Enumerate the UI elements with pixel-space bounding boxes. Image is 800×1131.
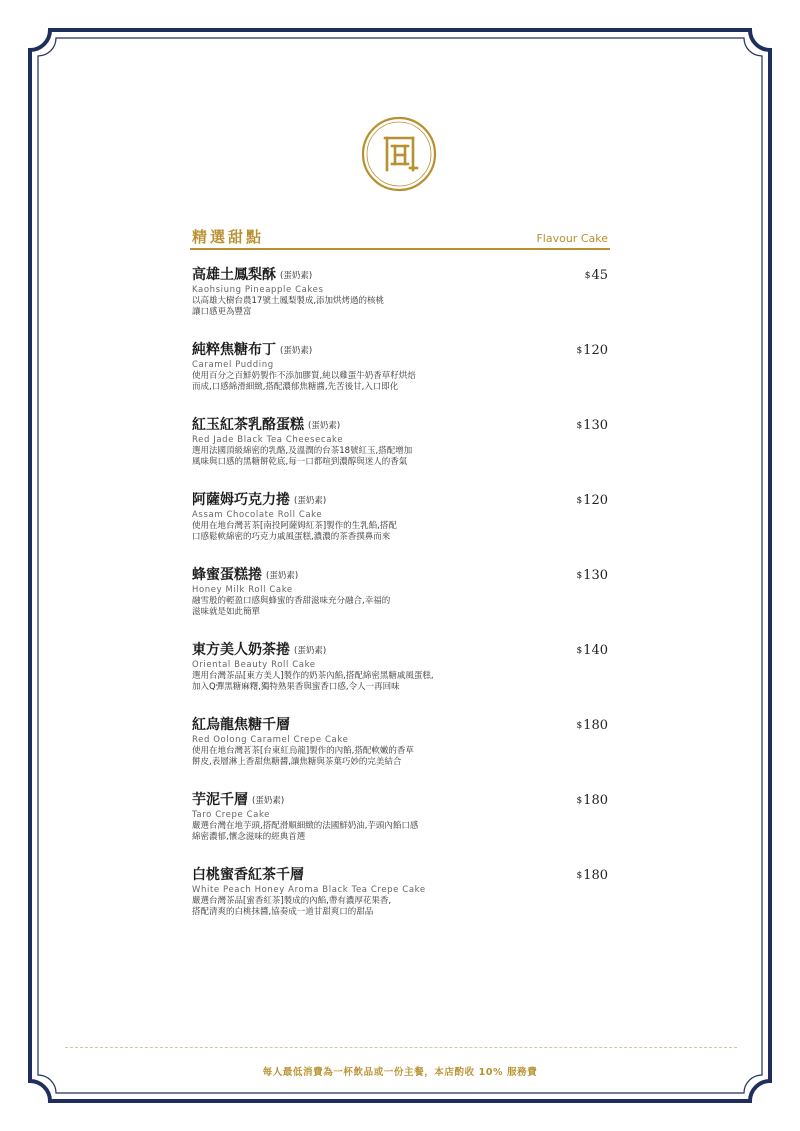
- item-price: $180: [576, 793, 608, 808]
- item-name-zh: 高雄土鳳梨酥 (蛋奶素): [192, 267, 313, 283]
- section-title-en: Flavour Cake: [536, 232, 608, 245]
- item-name-zh: 芋泥千層 (蛋奶素): [192, 792, 285, 808]
- item-name-en: Caramel Pudding: [192, 360, 274, 370]
- section-header: [190, 226, 610, 246]
- item-name-en: Red Jade Black Tea Cheesecake: [192, 435, 344, 445]
- item-description: 選用台灣茶品[東方美人]製作的奶茶內餡,搭配綿密黑糖戚風蛋糕, 加入Q彈黑糖麻糬,獨特熟果香與蜜香口感,令人一再回味: [192, 671, 434, 692]
- item-name-zh: 純粹焦糖布丁 (蛋奶素): [192, 342, 313, 358]
- item-price: $120: [576, 343, 608, 358]
- menu-item: [192, 491, 610, 566]
- menu-item: [192, 341, 610, 416]
- menu-item: [192, 866, 610, 941]
- item-description: 使用在地台灣茗茶[南投阿薩姆紅茶]製作的生乳餡,搭配 口感鬆軟綿密的巧克力戚風蛋糕,濃濃的茶香撲鼻而來: [192, 521, 397, 542]
- menu-item: [192, 266, 610, 341]
- menu-item: [192, 566, 610, 641]
- menu-item: [192, 641, 610, 716]
- item-name-en: Honey Milk Roll Cake: [192, 585, 293, 595]
- feng-emblem-icon: [361, 116, 437, 192]
- item-description: 選用法國頂級綿密的乳酪,及溫潤的台茶18號紅玉,搭配增加 風味與口感的黑糖餅乾底,每一口都喧到濃醇與迷人的香氣: [192, 446, 413, 467]
- section-divider: [190, 248, 610, 250]
- item-description: 使用在地台灣茗茶[台東紅烏龍]製作的內餡,搭配軟嫩的香草 餅皮,表層淋上香甜焦糖醬,讓焦糖與茶葉巧妙的完美結合: [192, 746, 414, 767]
- item-price: $120: [576, 493, 608, 508]
- item-name-zh: 白桃蜜香紅茶千層: [192, 867, 304, 883]
- menu-item: [192, 416, 610, 491]
- item-name-zh: 紅玉紅茶乳酪蛋糕 (蛋奶素): [192, 417, 341, 433]
- item-name-en: Taro Crepe Cake: [192, 810, 270, 820]
- item-name-en: Oriental Beauty Roll Cake: [192, 660, 316, 670]
- item-name-zh: 阿薩姆巧克力捲 (蛋奶素): [192, 492, 327, 508]
- item-description: 以高雄大樹台農17號土鳳梨製成,添加烘烤過的核桃 讓口感更為豐富: [192, 296, 385, 317]
- item-tag: (蛋奶素): [294, 496, 327, 506]
- item-price: $140: [576, 643, 608, 658]
- item-price: $45: [584, 268, 608, 283]
- item-tag: (蛋奶素): [252, 796, 285, 806]
- item-name-en: Assam Chocolate Roll Cake: [192, 510, 323, 520]
- item-name-zh: 紅烏龍焦糖千層: [192, 717, 290, 733]
- item-price: $180: [576, 868, 608, 883]
- item-description: 嚴選台灣在地芋頭,搭配滑順細緻的法國鮮奶油,芋頭內餡口感 綿密濃郁,懷念滋味的經典首選: [192, 821, 419, 842]
- item-name-en: Red Oolong Caramel Crepe Cake: [192, 735, 349, 745]
- item-price: $130: [576, 418, 608, 433]
- item-tag: (蛋奶素): [266, 571, 299, 581]
- section-title-zh: 精選甜點: [192, 228, 265, 246]
- item-name-en: White Peach Honey Aroma Black Tea Crepe Cake: [192, 885, 426, 895]
- service-charge-note: 每人最低消費為一杯飲品或一份主餐，本店酌收 10% 服務費: [262, 1067, 538, 1078]
- menu-item: [192, 716, 610, 791]
- item-name-zh: 蜂蜜蛋糕捲 (蛋奶素): [192, 567, 299, 583]
- item-price: $180: [576, 718, 608, 733]
- item-description: 融雪般的輕盈口感與蜂蜜的香甜滋味充分融合,幸福的 滋味就是如此簡單: [192, 596, 391, 617]
- item-tag: (蛋奶素): [294, 646, 327, 656]
- item-description: 使用百分之百鮮奶製作不添加膠質,純以雞蛋牛奶香草籽烘焙 而成,口感綿滑細緻,搭配濃郁焦糖醬,先苦後甘,入口即化: [192, 371, 416, 392]
- item-description: 嚴選台灣茶品[蜜香紅茶]製成的內餡,帶有濃厚花果香, 搭配清爽的白桃抹醬,協奏成一道甘甜爽口的甜品: [192, 896, 392, 917]
- item-tag: (蛋奶素): [308, 421, 341, 431]
- item-price: $130: [576, 568, 608, 583]
- item-name-en: Kaohsiung Pineapple Cakes: [192, 285, 324, 295]
- item-tag: (蛋奶素): [280, 346, 313, 356]
- menu-item: [192, 791, 610, 866]
- footer-divider: [65, 1047, 737, 1048]
- menu-item-list: [192, 266, 610, 941]
- item-name-zh: 東方美人奶茶捲 (蛋奶素): [192, 642, 327, 658]
- item-tag: (蛋奶素): [280, 271, 313, 281]
